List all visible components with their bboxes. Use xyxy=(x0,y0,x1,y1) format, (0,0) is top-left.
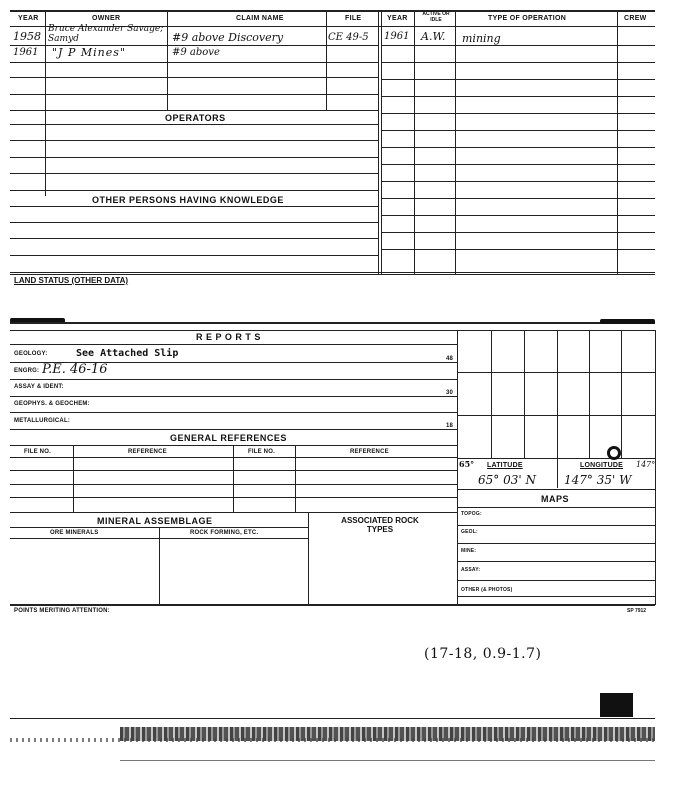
ore-minerals-label: ORE MINERALS xyxy=(50,530,99,536)
row1-year-2: 1961 xyxy=(384,31,410,42)
header-year-2: YEAR xyxy=(387,15,408,22)
row2-owner: "J P Mines" xyxy=(52,46,126,59)
scan-noise-dots xyxy=(10,738,655,742)
report-num-48: 48 xyxy=(446,356,454,362)
maps-other: OTHER (& PHOTOS) xyxy=(461,587,513,593)
metallurgical-label: METALLURGICAL: xyxy=(14,418,71,424)
header-crew: CREW xyxy=(624,15,647,22)
longitude-value: 147° 35' W xyxy=(564,473,632,487)
circle-marker-icon xyxy=(607,446,621,460)
row2-year: 1961 xyxy=(13,47,39,58)
form-code: SP 7912 xyxy=(627,608,647,614)
row1-active: A.W. xyxy=(421,30,446,43)
scan-black-block xyxy=(600,693,633,717)
row1-year: 1958 xyxy=(13,30,41,43)
row1-owner: Bruce Alexander Savage; Samyd xyxy=(48,24,164,44)
geophys-label: GEOPHYS. & GEOCHEM: xyxy=(14,401,90,407)
gen-ref-col-reference: REFERENCE xyxy=(128,449,167,455)
engrg-label: ENGRG: xyxy=(14,368,40,374)
maps-mine: MINE: xyxy=(461,548,477,554)
engrg-value: P.E. 46-16 xyxy=(42,362,108,377)
row1-claim-name: #9 above Discovery xyxy=(172,31,284,44)
assay-label: ASSAY & IDENT: xyxy=(14,384,64,390)
lat-tick: 65° xyxy=(459,459,475,469)
associated-rock-types-label: ASSOCIATED ROCK TYPES xyxy=(341,516,419,534)
gen-ref-col-file-no-2: FILE NO. xyxy=(248,449,275,455)
geology-label: GEOLOGY: xyxy=(14,351,48,357)
divider-bar-right xyxy=(600,319,655,324)
maps-topog: TOPOG: xyxy=(461,511,482,517)
general-references-title: GENERAL REFERENCES xyxy=(170,433,287,443)
operators-label: OPERATORS xyxy=(165,113,226,123)
land-status-label: LAND STATUS (OTHER DATA) xyxy=(14,276,129,285)
maps-geol: GEOL: xyxy=(461,529,478,535)
longitude-label: LONGITUDE xyxy=(580,462,624,469)
handwritten-note: (17-18, 0.9-1.7) xyxy=(424,646,542,662)
rock-forming-label: ROCK FORMING, ETC. xyxy=(190,530,259,536)
header-owner: OWNER xyxy=(92,15,121,22)
latitude-value: 65° 03' N xyxy=(478,473,536,487)
maps-assay: ASSAY: xyxy=(461,567,481,573)
latitude-label: LATITUDE xyxy=(487,462,523,469)
report-num-18: 18 xyxy=(446,423,454,429)
points-meriting-label: POINTS MERITING ATTENTION: xyxy=(14,608,110,614)
header-type-of-operation: TYPE OF OPERATION xyxy=(488,15,567,22)
mineral-assemblage-title: MINERAL ASSEMBLAGE xyxy=(97,516,213,526)
gen-ref-col-file-no: FILE NO. xyxy=(24,449,51,455)
header-file: FILE xyxy=(345,15,362,22)
maps-title: MAPS xyxy=(541,494,570,504)
report-num-30: 30 xyxy=(446,390,454,396)
other-persons-label: OTHER PERSONS HAVING KNOWLEDGE xyxy=(92,195,284,205)
row1-file: CE 49-5 xyxy=(328,32,369,43)
header-active-or-idle: ACTIVE OR IDLE xyxy=(422,11,450,23)
gen-ref-col-reference-2: REFERENCE xyxy=(350,449,389,455)
header-claim-name: CLAIM NAME xyxy=(236,15,284,22)
geology-value: See Attached Slip xyxy=(76,348,179,359)
lon-tick: 147° xyxy=(636,460,656,469)
row1-operation: mining xyxy=(462,32,501,45)
reports-title: R E P O R T S xyxy=(196,332,261,342)
header-year: YEAR xyxy=(18,15,39,22)
row2-claim-name: #9 above xyxy=(172,47,220,58)
